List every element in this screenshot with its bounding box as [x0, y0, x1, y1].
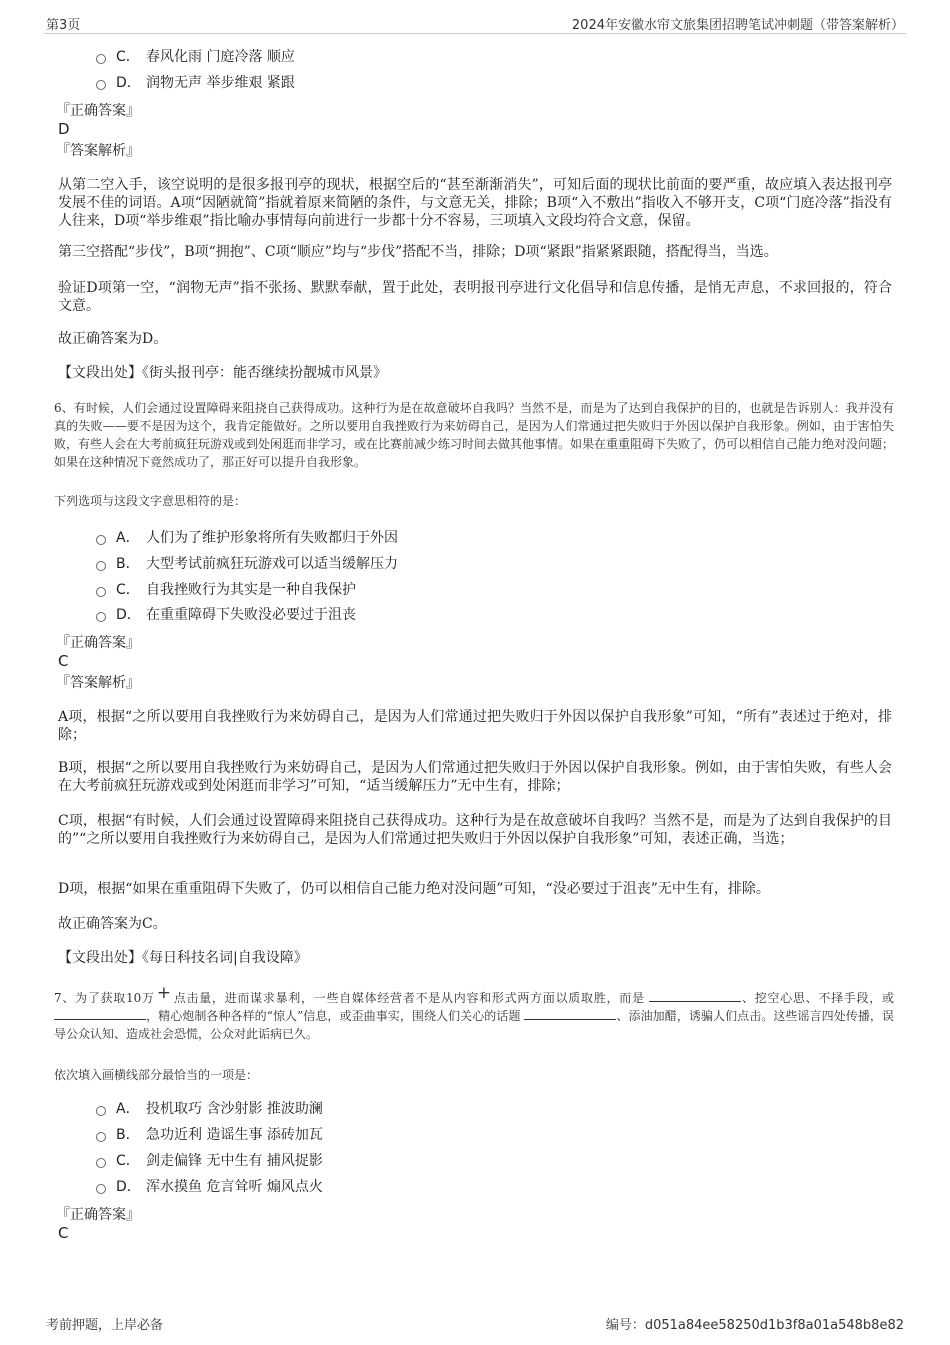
q6-analysis-3: C项，根据“有时候，人们会通过设置障碍来阻挠自己获得成功。这种行为是在故意破坏自我吗？当然不是，而是为了达到自我保护的目的”“之所以要用自我挫败行为来妨碍自己，是因为人们常通过把失败归于外因以保护自我形象”可知，表述正确，当选；: [58, 813, 892, 847]
fill-blank-3[interactable]: [524, 1007, 616, 1020]
radio-icon[interactable]: [96, 612, 106, 622]
q6-option-c[interactable]: [96, 581, 356, 599]
option-letter: C．: [116, 49, 140, 65]
analysis-label: 『答案解析』: [56, 143, 140, 159]
q5-analysis-1: 从第二空入手，该空说明的是很多报刊亭的现状，根据空后的“甚至渐渐消失”，可知后面的现状比前面的要严重，故应填入表达报刊亭发展不佳的词语。A项“因陋就简”指就着原来简陋的条件，与文意无关，排除；B项“入不敷出”指收入不够开支，C项“门庭冷落”指没有人往来，D项“举步维艰”指比喻办事情每向前进行一步都十分不容易，三项填入文段均符合文意，保留。: [58, 177, 892, 229]
q7-stem-part-2: 点击量，进而谋求暴利，一些自媒体经营者不是从内容和形式两方面以质取胜，而是: [172, 991, 645, 1005]
radio-icon[interactable]: [96, 80, 106, 90]
q5-option-d[interactable]: [96, 74, 295, 92]
header-divider: [44, 33, 906, 34]
footer-code-value: d051a84ee58250d1b3f8a01a548b8e82: [644, 1318, 904, 1333]
option-text: 大型考试前疯狂玩游戏可以适当缓解压力: [146, 556, 398, 572]
q6-option-b[interactable]: [96, 555, 398, 573]
q7-stem-part-4: ，精心炮制各种各样的“惊人”信息，或歪曲事实，围绕人们关心的话题: [146, 1009, 521, 1023]
radio-icon[interactable]: [96, 535, 106, 545]
q6-option-a[interactable]: [96, 529, 398, 547]
page-number: 第3页: [46, 18, 81, 33]
option-letter: B．: [116, 1127, 140, 1143]
analysis-label: 『答案解析』: [56, 675, 140, 691]
q7-option-d[interactable]: [96, 1178, 323, 1196]
q6-stem: 6、有时候，人们会通过设置障碍来阻挠自己获得成功。这种行为是在故意破坏自我吗？当然不是，而是为了达到自我保护的目的，也就是告诉别人：我并没有真的失败——要不是因为这个，我肯定能做好。之所以要用自我挫败行为来妨碍自己，是因为人们常通过把失败归于外因以保护自我形象。例如，由于害怕失败，有些人会在大考前疯狂玩游戏或到处闲逛而非学习，或在比赛前减少练习时间去做其他事情。如果在重重阻碍下失败了，仍可以相信自己能力绝对没问题；如果在这种情况下竟然成功了，那正好可以提升自我形象。: [54, 401, 895, 469]
q6-answer: C: [58, 652, 69, 670]
correct-answer-label: 『正确答案』: [56, 103, 140, 119]
radio-icon[interactable]: [96, 1158, 106, 1168]
footer-code: [606, 1314, 904, 1333]
correct-answer-label: 『正确答案』: [56, 1207, 140, 1223]
option-text: 剑走偏锋 无中生有 捕风捉影: [146, 1153, 323, 1169]
fill-blank-1[interactable]: [649, 989, 741, 1002]
option-letter: D．: [116, 75, 141, 91]
q6-analysis-2: B项，根据“之所以要用自我挫败行为来妨碍自己，是因为人们常通过把失败归于外因以保护自我形象。例如，由于害怕失败，有些人会在大考前疯狂玩游戏或到处闲逛而非学习”可知，“适当缓解压力”无中生有，排除；: [58, 760, 892, 794]
q7-stem-part-3: 、挖空心思、不择手段，或: [741, 991, 894, 1005]
option-text: 浑水摸鱼 危言耸听 煽风点火: [146, 1179, 323, 1195]
option-text: 在重重障碍下失败没必要过于沮丧: [146, 607, 356, 623]
q6-option-d[interactable]: [96, 606, 356, 624]
option-letter: A．: [116, 1101, 140, 1117]
q7-option-b[interactable]: [96, 1126, 323, 1144]
option-text: 投机取巧 含沙射影 推波助澜: [146, 1101, 323, 1117]
q6-analysis-1: A项，根据“之所以要用自我挫败行为来妨碍自己，是因为人们常通过把失败归于外因以保护自我形象”可知，“所有”表述过于绝对，排除；: [58, 709, 892, 743]
q6-source: 【文段出处】《每日科技名词|自我设障》: [58, 950, 308, 966]
option-text: 润物无声 举步维艰 紧跟: [146, 75, 295, 91]
q5-analysis-2: 第三空搭配“步伐”，B项“拥抱”、C项“顺应”均与“步伐”搭配不当，排除；D项“紧跟”指紧紧跟随，搭配得当，当选。: [58, 244, 778, 260]
option-letter: D．: [116, 607, 141, 623]
radio-icon[interactable]: [96, 1184, 106, 1194]
footer-slogan: 考前押题，上岸必备: [46, 1318, 164, 1333]
radio-icon[interactable]: [96, 1106, 106, 1116]
radio-icon[interactable]: [96, 561, 106, 571]
option-letter: C．: [116, 1153, 140, 1169]
radio-icon[interactable]: [96, 1132, 106, 1142]
q7-prompt: 依次填入画横线部分最恰当的一项是：: [54, 1068, 259, 1082]
option-text: 人们为了维护形象将所有失败都归于外因: [146, 530, 398, 546]
correct-answer-label: 『正确答案』: [56, 635, 140, 651]
option-letter: D．: [116, 1179, 141, 1195]
q6-analysis-4: D项，根据“如果在重重阻碍下失败了，仍可以相信自己能力绝对没问题”可知，“没必要过于沮丧”无中生有，排除。: [58, 881, 770, 897]
q7-stem-part-5: 、添油加醋，诱骗人们点击。这些谣言四处传播，误导公众认知、造成社会恐慌，公众对此诟病已久。: [54, 1009, 894, 1041]
q5-answer: D: [58, 120, 70, 138]
q7-stem: [54, 983, 894, 1043]
option-text: 自我挫败行为其实是一种自我保护: [146, 582, 356, 598]
footer-code-label: 编号：: [605, 1318, 645, 1333]
q7-answer: C: [58, 1224, 69, 1242]
q5-option-c[interactable]: [96, 48, 295, 66]
q7-option-c[interactable]: [96, 1152, 323, 1170]
q7-stem-part-1: 7、为了获取10万: [54, 991, 155, 1005]
q5-analysis-4: 故正确答案为D。: [58, 331, 168, 347]
fill-blank-2[interactable]: [54, 1007, 146, 1020]
document-title: 2024年安徽水帘文旅集团招聘笔试冲刺题（带答案解析）: [571, 18, 904, 33]
option-text: 急功近利 造谣生事 添砖加瓦: [146, 1127, 323, 1143]
q6-prompt: 下列选项与这段文字意思相符的是：: [54, 494, 247, 508]
option-letter: C．: [116, 582, 140, 598]
option-letter: B．: [116, 556, 140, 572]
plus-sign: +: [156, 983, 171, 1003]
q6-analysis-5: 故正确答案为C。: [58, 916, 167, 932]
option-text: 春风化雨 门庭冷落 顺应: [146, 49, 295, 65]
option-letter: A．: [116, 530, 140, 546]
q7-option-a[interactable]: [96, 1100, 323, 1118]
radio-icon[interactable]: [96, 587, 106, 597]
q5-analysis-3: 验证D项第一空，“润物无声”指不张扬、默默奉献，置于此处，表明报刊亭进行文化倡导和信息传播，是悄无声息，不求回报的，符合文意。: [58, 280, 892, 314]
radio-icon[interactable]: [96, 54, 106, 64]
q5-source: 【文段出处】《街头报刊亭：能否继续扮靓城市风景》: [58, 365, 387, 381]
